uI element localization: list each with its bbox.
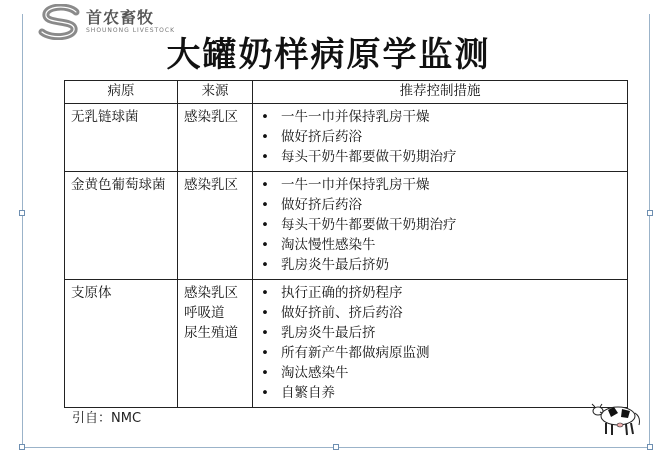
measure-item: • 每头干奶牛都要做干奶期治疗 xyxy=(259,147,621,167)
header-source: 来源 xyxy=(178,81,253,104)
measure-item: • 淘汰感染牛 xyxy=(259,363,621,383)
measures-cell xyxy=(253,172,628,280)
source-item: 呼吸道 xyxy=(184,305,225,321)
logo-name-en: SHOUNONG LIVESTOCK xyxy=(86,27,176,34)
measure-item: • 一牛一巾并保持乳房干燥 xyxy=(259,107,621,127)
measure-item: • 乳房炎牛最后挤 xyxy=(259,323,621,343)
source-cell xyxy=(178,280,253,408)
table-row xyxy=(65,172,628,280)
measure-item: • 做好挤后药浴 xyxy=(259,195,621,215)
dairy-cow-icon xyxy=(588,396,644,440)
measure-item: • 乳房炎牛最后挤奶 xyxy=(259,255,621,275)
logo-name-cn: 首农畜牧 xyxy=(86,8,155,27)
pathogen-cell: 无乳链球菌 xyxy=(65,104,178,172)
measure-item: • 执行正确的挤奶程序 xyxy=(259,283,621,303)
header-pathogen: 病原 xyxy=(65,81,178,104)
measure-item: • 一牛一巾并保持乳房干燥 xyxy=(259,175,621,195)
table-header-row xyxy=(65,81,628,104)
source-item: 尿生殖道 xyxy=(184,325,238,341)
citation: 引自：NMC xyxy=(72,411,142,426)
resize-handle-bottom-left[interactable] xyxy=(19,444,25,450)
pathogen-cell: 金黄色葡萄球菌 xyxy=(65,172,178,280)
measure-item: • 淘汰慢性感染牛 xyxy=(259,235,621,255)
source-cell xyxy=(178,104,253,172)
slide-title: 大罐奶样病原学监测 xyxy=(166,35,491,75)
source-item: 感染乳区 xyxy=(184,109,238,125)
header-control-measures: 推荐控制措施 xyxy=(253,81,628,104)
measures-cell xyxy=(253,104,628,172)
resize-handle-left-middle[interactable] xyxy=(19,210,25,216)
measure-item: • 做好挤前、挤后药浴 xyxy=(259,303,621,323)
measures-list xyxy=(259,283,621,403)
measures-cell xyxy=(253,280,628,408)
table-row xyxy=(65,104,628,172)
resize-handle-bottom-center[interactable] xyxy=(333,444,339,450)
pathogen-control-table xyxy=(64,80,628,408)
source-item: 感染乳区 xyxy=(184,177,238,193)
measure-item: • 做好挤后药浴 xyxy=(259,127,621,147)
measure-item: • 所有新产牛都做病原监测 xyxy=(259,343,621,363)
source-item: 感染乳区 xyxy=(184,285,238,301)
pathogen-cell: 支原体 xyxy=(65,280,178,408)
source-cell xyxy=(178,172,253,280)
resize-handle-right-middle[interactable] xyxy=(647,210,653,216)
measure-item: • 自繁自养 xyxy=(259,383,621,403)
measure-item: • 每头干奶牛都要做干奶期治疗 xyxy=(259,215,621,235)
table-row xyxy=(65,280,628,408)
measures-list xyxy=(259,107,621,167)
resize-handle-bottom-right[interactable] xyxy=(647,444,653,450)
measures-list xyxy=(259,175,621,275)
